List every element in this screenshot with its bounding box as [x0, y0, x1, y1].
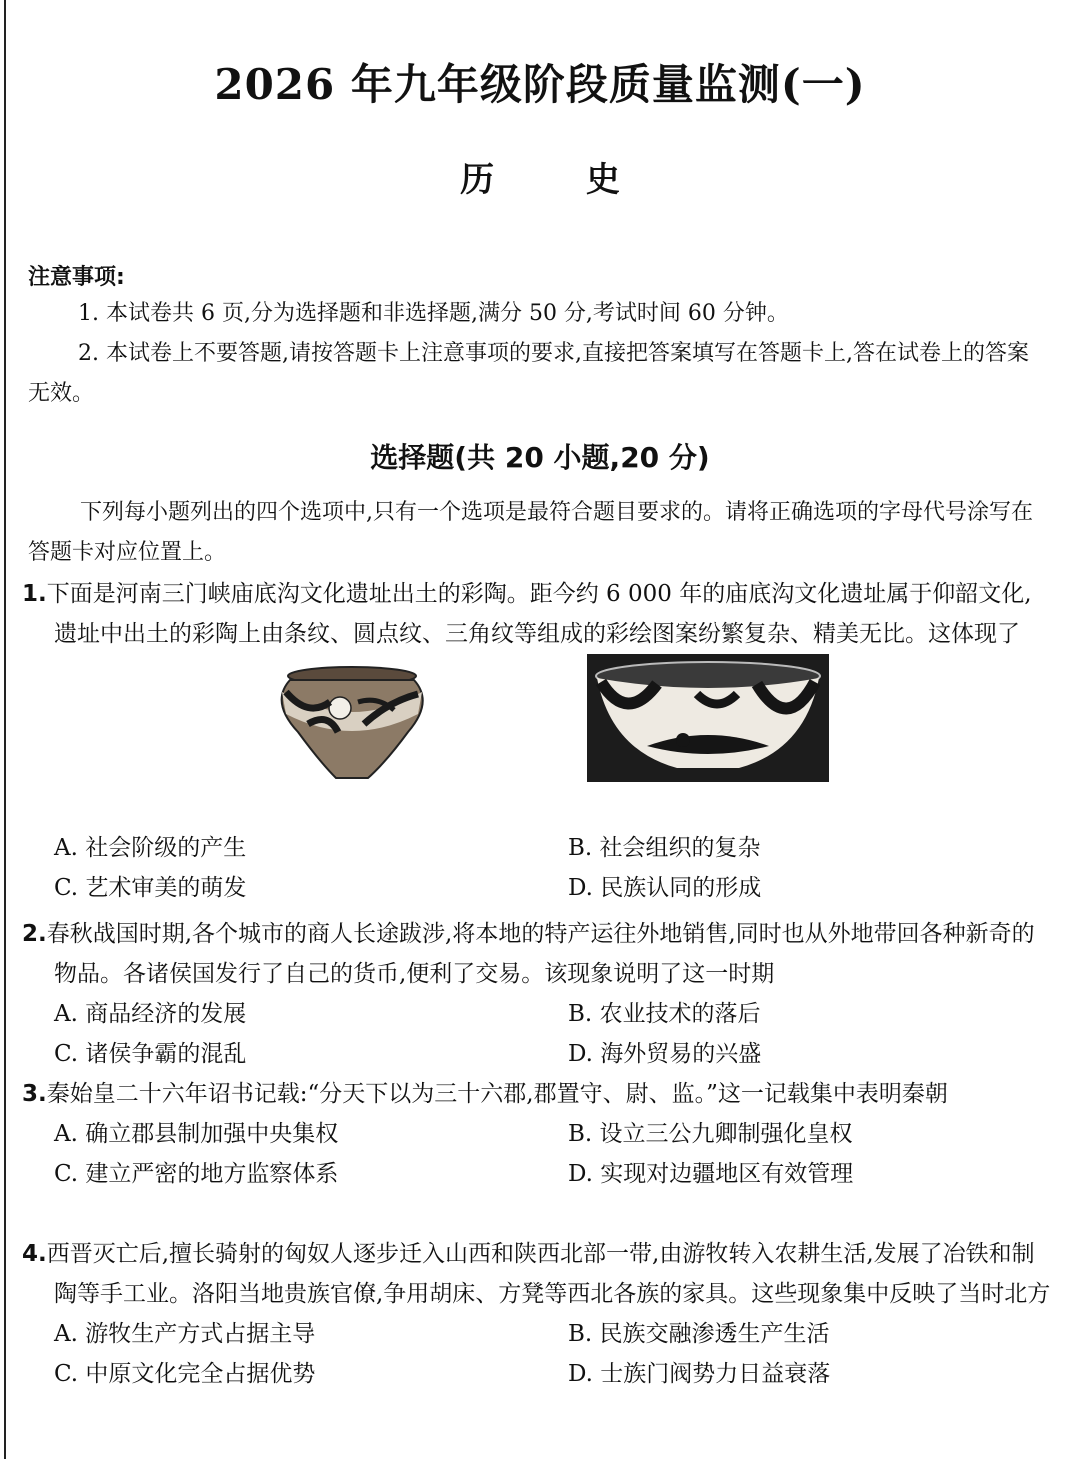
option-b: B. 设立三公九卿制强化皇权	[568, 1121, 853, 1147]
question-number: 3.	[22, 1081, 47, 1107]
question-3	[22, 1074, 1052, 1194]
question-1	[22, 574, 1052, 908]
option-d: D. 民族认同的形成	[568, 875, 762, 901]
question-number: 4.	[22, 1241, 47, 1267]
option-a: A. 游牧生产方式占据主导	[54, 1321, 316, 1347]
option-d: D. 实现对边疆地区有效管理	[568, 1161, 854, 1187]
options-grid	[22, 1314, 1052, 1394]
option-c: C. 建立严密的地方监察体系	[54, 1161, 339, 1187]
painted-pottery-bowl-image	[587, 654, 829, 782]
note-item-1: 1. 本试卷共 6 页,分为选择题和非选择题,满分 50 分,考试时间 60 分钟。	[78, 301, 789, 326]
section-title: 选择题(共 20 小题,20 分)	[370, 441, 710, 474]
page-edge-line	[4, 0, 6, 1459]
notes-heading: 注意事项:	[28, 265, 125, 290]
option-d: D. 士族门阀势力日益衰落	[568, 1361, 831, 1387]
option-a: A. 社会阶级的产生	[54, 835, 247, 861]
note-item-2: 2. 本试卷上不要答题,请按答题卡上注意事项的要求,直接把答案填写在答题卡上,答在试卷上的答案无效。	[28, 341, 1029, 406]
option-c: C. 中原文化完全占据优势	[54, 1361, 316, 1387]
section-instruction: 下列每小题列出的四个选项中,只有一个选项是最符合题目要求的。请将正确选项的字母代号涂写在答题卡对应位置上。	[28, 500, 1033, 565]
question-text: 西晋灭亡后,擅长骑射的匈奴人逐步迁入山西和陕西北部一带,由游牧转入农耕生活,发展了冶铁和制陶等手工业。洛阳当地贵族官僚,争用胡床、方凳等西北各族的家具。这些现象集中反映了当时北方	[46, 1241, 1051, 1307]
option-d: D. 海外贸易的兴盛	[568, 1041, 762, 1067]
question-number: 2.	[22, 921, 47, 947]
option-b: B. 社会组织的复杂	[568, 835, 761, 861]
question-stem	[22, 914, 1052, 994]
question-text: 下面是河南三门峡庙底沟文化遗址出土的彩陶。距今约 6 000 年的庙底沟文化遗址属于仰韶文化,遗址中出土的彩陶上由条纹、圆点纹、三角纹等组成的彩绘图案纷繁复杂、精美无比。这体现了	[46, 581, 1032, 647]
options-grid	[22, 994, 1052, 1074]
option-a: A. 商品经济的发展	[54, 1001, 247, 1027]
option-b: B. 农业技术的落后	[568, 1001, 761, 1027]
option-c: C. 诸侯争霸的混乱	[54, 1041, 247, 1067]
pottery-figures	[22, 662, 1052, 812]
question-text: 春秋战国时期,各个城市的商人长途跋涉,将本地的特产运往外地销售,同时也从外地带回各种新奇的物品。各诸侯国发行了自己的货币,便利了交易。该现象说明了这一时期	[46, 921, 1035, 987]
subject-title: 历 史	[460, 160, 660, 200]
question-stem	[22, 1074, 1052, 1114]
option-a: A. 确立郡县制加强中央集权	[54, 1121, 339, 1147]
question-4	[22, 1234, 1052, 1394]
painted-pottery-jar-image	[268, 662, 436, 782]
question-number: 1.	[22, 581, 47, 607]
question-stem	[22, 574, 1052, 654]
question-2	[22, 914, 1052, 1074]
option-b: B. 民族交融渗透生产生活	[568, 1321, 830, 1347]
options-grid	[22, 1114, 1052, 1194]
question-stem	[22, 1234, 1052, 1314]
exam-title: 2026 年九年级阶段质量监测(一)	[214, 60, 866, 109]
option-c: C. 艺术审美的萌发	[54, 875, 247, 901]
question-text: 秦始皇二十六年诏书记载:“分天下以为三十六郡,郡置守、尉、监。”这一记载集中表明秦朝	[46, 1081, 948, 1107]
options-grid	[22, 828, 1052, 908]
